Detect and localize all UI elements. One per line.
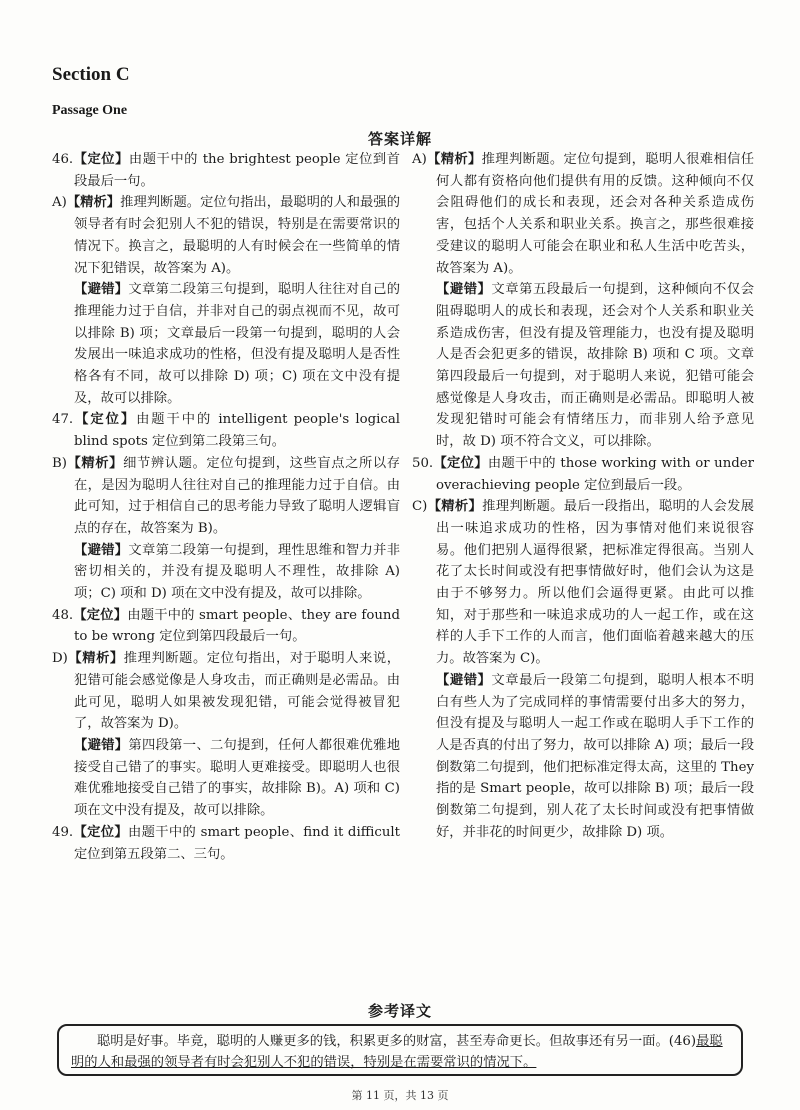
- right-column: [412, 149, 754, 844]
- q48-analysis: [52, 648, 400, 735]
- q48-tag: 【定位】: [73, 607, 128, 623]
- q50-answer-label: C): [412, 499, 428, 515]
- q46-answer-label: A): [52, 195, 67, 211]
- q50-number: 50.: [412, 455, 434, 471]
- q47-avoid-tag: 【避错】: [74, 542, 129, 558]
- q47-number: 47.: [52, 412, 74, 428]
- left-column: [52, 149, 400, 865]
- q46-avoid-tag: 【避错】: [74, 282, 129, 298]
- reference-translation-box: [57, 1024, 743, 1076]
- q46-tag: 【定位】: [73, 152, 129, 167]
- q50-text: 由题干中的 those working with or under overachieving people 定位到最后一段。: [436, 455, 754, 493]
- q50-tag: 【定位】: [433, 455, 488, 471]
- q49-answer-label: A): [412, 152, 427, 167]
- q46-avoid-text: 文章第二段第三句提到，聪明人往往对自己的推理能力过于自信，并非对自己的弱点视而不见，故可以排除 B) 项；文章最后一段第一句提到，聪明的人会发展出一味追求成功的性格，但没有提及聪明人是否性格各有不同，故可以排除 D) 项；C) 项在文中没有提及，故可以排除。: [74, 282, 401, 406]
- q49-locate: [52, 822, 400, 865]
- q50-avoid-tag: 【避错】: [436, 672, 492, 688]
- q47-avoid-text: 文章第二段第一句提到，理性思维和智力并非密切相关的，并没有提及聪明人不理性，故排除 A) 项；C) 项和 D) 项在文中没有提及，故可以排除。: [74, 542, 401, 602]
- q46-analysis-text: 推理判断题。定位句指出，最聪明的人和最强的领导者有时会犯别人不犯的错误，特别是在需要常识的情况下。换言之，最聪明的人有时候会在一些简单的情况下犯错误，故答案为 A)。: [74, 195, 400, 276]
- q48-text: 由题干中的 smart people、they are found to be wrong 定位到第四段最后一句。: [74, 607, 401, 645]
- q49-analysis: [412, 149, 754, 279]
- q50-analysis-tag: 【精析】: [427, 499, 483, 515]
- q50-analysis-text: 推理判断题。最后一段指出，聪明的人会发展出一味追求成功的性格，因为事情对他们来说很容易。他们把别人逼得很紧，把标准定得很高。当别人花了太长时间或没有把事情做好时，他们会认为这是由于不够努力。所以他们会逼得更紧。由此可以推知，对于那些和一味追求成功的人一起工作，或在这样的人手下工作的人而言，他们面临着越来越大的压力。故答案为 C)。: [436, 499, 754, 667]
- reference-heading: 参考译文: [367, 1002, 432, 1020]
- q48-avoid: [52, 735, 400, 822]
- q47-analysis-text: 细节辨认题。定位句提到，这些盲点之所以存在，是因为聪明人往往对自己的推理能力过于自信。由此可知，过于相信自己的思考能力导致了聪明人逻辑盲点的存在，故答案为 B)。: [74, 455, 401, 536]
- q47-tag: 【定位】: [73, 412, 137, 428]
- section-title: Section C: [52, 64, 130, 85]
- q48-number: 48.: [52, 607, 74, 623]
- q47-analysis-tag: 【精析】: [66, 455, 124, 471]
- q48-locate: [52, 605, 400, 648]
- q47-text: 由题干中的 intelligent people's logical blind spots 定位到第二段第三句。: [74, 412, 400, 450]
- q49-avoid-text: 文章第五段最后一句提到，这种倾向不仅会阻碍聪明人的成长和表现，还会对个人关系和职业关系造成伤害，但没有提及管理能力，也没有提及聪明人是否会犯更多的错误，故排除 B) 项和 C 项。文章第四段最后一句提到，对于聪明人来说，犯错可能会感觉像是人身攻击，而正确则是必需品。即聪明人被发现犯错时可能会有情绪压力，而非别人给予意见时，故 D) 项不符合文义，可以排除。: [436, 282, 755, 450]
- q47-answer-label: B): [52, 455, 67, 471]
- q48-answer-label: D): [52, 651, 68, 667]
- q50-avoid-text: 文章最后一段第二句提到，聪明人根本不明白有些人为了完成同样的事情需要付出多大的努力，但没有提及与聪明人一起工作或在聪明人手下工作的人是否真的付出了努力，故可以排除 A) 项；最后一段倒数第二句提到，他们把标准定得太高，这里的 They 指的是 Smart people，故可以排除 B) 项；最后一段倒数第二句提到，别人花了太长时间或没有把事情做好，并非花的时间更少，故排除 D) 项。: [436, 672, 755, 840]
- q48-analysis-text: 推理判断题。定位句指出，对于聪明人来说，犯错可能会感觉像是人身攻击，而正确则是必需品。由此可见，聪明人如果被发现犯错，可能会觉得被冒犯了，故答案为 D)。: [74, 651, 401, 732]
- q49-text: 由题干中的 smart people、find it difficult 定位到第五段第二、三句。: [74, 824, 400, 862]
- q46-text: 由题干中的 the brightest people 定位到首段最后一句。: [74, 152, 401, 189]
- q49-avoid: [412, 279, 754, 453]
- q48-avoid-text: 第四段第一、二句提到，任何人都很难优雅地接受自己错了的事实。聪明人更难接受。即聪明人也很难优雅地接受自己错了的事实，故排除 B)。A) 项和 C) 项在文中没有提及，故可以排除。: [74, 737, 401, 819]
- q50-analysis: [412, 496, 754, 670]
- q47-avoid: [52, 540, 400, 605]
- q49-tag: 【定位】: [73, 824, 128, 840]
- q50-avoid: [412, 670, 754, 844]
- q46-number: 46.: [52, 152, 74, 167]
- q46-avoid: [52, 279, 400, 409]
- q48-avoid-tag: 【避错】: [74, 737, 129, 753]
- q46-analysis: [52, 192, 400, 279]
- q46-locate: [52, 149, 400, 192]
- passage-title: Passage One: [52, 103, 128, 118]
- q48-analysis-tag: 【精析】: [67, 651, 124, 667]
- q49-avoid-tag: 【避错】: [436, 282, 492, 298]
- q49-number: 49.: [52, 824, 74, 840]
- reference-text: 聪明是好事。毕竟，聪明的人赚更多的钱，积累更多的财富，甚至寿命更长。但故事还有另一面。(46): [97, 1034, 697, 1049]
- reference-underlined-text: 最聪明的人和最强的领导者有时会犯别人不犯的错误，特别是在需要常识的情况下。: [71, 1034, 723, 1070]
- q50-locate: [412, 453, 754, 496]
- q47-locate: [52, 409, 400, 452]
- q49-analysis-tag: 【精析】: [426, 152, 482, 167]
- page-footer: 第 11 页，共 13 页: [351, 1089, 449, 1102]
- answer-heading: 答案详解: [367, 130, 432, 148]
- q46-analysis-tag: 【精析】: [66, 195, 121, 211]
- q49-analysis-text: 推理判断题。定位句提到，聪明人很难相信任何人都有资格向他们提供有用的反馈。这种倾向不仅会阻碍他们的成长和表现，还会对各种关系造成伤害，包括个人关系和职业关系。换言之，那些很难接受建议的聪明人可能会在职业和私人生活中吃苦头，故答案为 A)。: [436, 152, 755, 276]
- q47-analysis: [52, 453, 400, 540]
